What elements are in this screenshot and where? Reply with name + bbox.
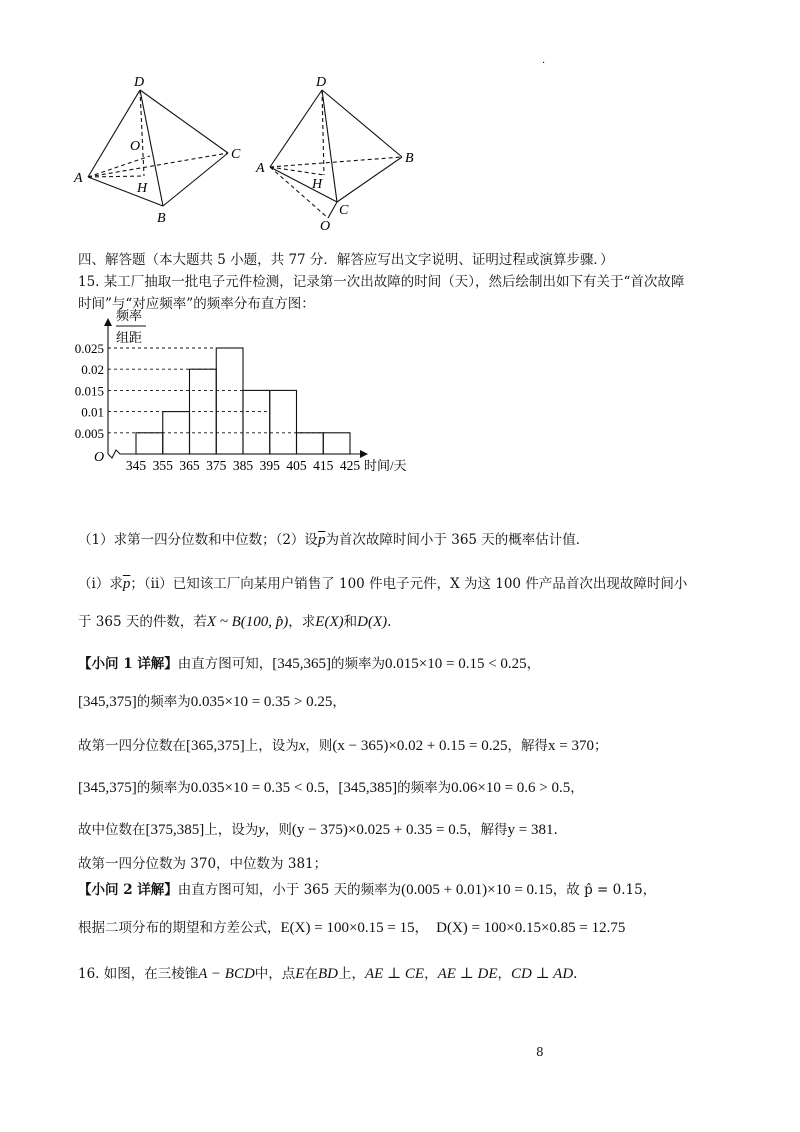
origin-label: O — [94, 450, 105, 465]
label-A: A — [256, 161, 265, 176]
x-axis-label: 时间/天 — [364, 458, 407, 473]
solution-2-line-2: 根据二项分布的期望和方差公式，E(X) = 100×0.15 = 15， D(X) = 100×0.15×0.85 = 12.75 — [78, 920, 626, 936]
label-B: B — [405, 151, 414, 166]
solution-2-tag: 【小问 2 详解】 — [78, 882, 178, 898]
pyramid-figure-right — [250, 68, 430, 233]
x-tick-label: 375 — [206, 458, 227, 473]
solution-1-line-5: 故中位数在[375,385]上，设为y，则(y − 375)×0.025 + 0.35 = 0.5，解得y = 381. — [78, 822, 558, 838]
label-C: C — [231, 147, 241, 162]
histogram-bar — [323, 433, 350, 454]
solution-1-line-2: [345,375]的频率为0.035×10 = 0.35 > 0.25， — [78, 694, 346, 710]
q15-line-2: 时间”与“对应频率”的频率分布直方图： — [78, 296, 315, 312]
histogram-bar — [136, 433, 163, 454]
q15-part-i: （ⅰ）求$\overline{p}$；（ⅱ）已知该工厂向某用户销售了 100 件电子元件，X 为这 100 件产品首次出现故障时间小 — [78, 576, 688, 592]
histogram-bar — [297, 433, 324, 454]
section-heading: 四、解答题（本大题共 5 小题，共 77 分．解答应写出文字说明、证明过程或演算步骤．） — [78, 252, 614, 268]
label-C: C — [339, 203, 349, 218]
solution-1-conclusion: 故第一四分位数为 370，中位数为 381； — [78, 856, 328, 872]
label-D: D — [316, 75, 327, 90]
x-tick-label: 395 — [259, 458, 280, 473]
frequency-histogram — [70, 306, 430, 480]
histogram-bar — [270, 390, 297, 454]
label-H: H — [137, 181, 148, 196]
label-A: A — [74, 171, 83, 186]
label-O: O — [130, 139, 141, 154]
y-label-top: 频率 — [116, 308, 143, 323]
label-B: B — [157, 211, 166, 226]
histogram-bar — [243, 390, 270, 454]
label-D: D — [134, 75, 145, 90]
x-tick-label: 365 — [179, 458, 200, 473]
q15-part-ii: 于 365 天的件数，若X ~ B(100, p̂)，求E(X)和D(X). — [78, 614, 392, 630]
label-H: H — [312, 177, 323, 192]
x-tick-label: 425 — [339, 458, 361, 473]
solution-1-line-1: 【小问 1 详解】由直方图可知，[345,365]的频率为0.015×10 = 0.15 < 0.25， — [78, 656, 541, 672]
page-number: 8 — [536, 1045, 544, 1059]
y-tick-label: 0.025 — [74, 341, 104, 356]
y-tick-label: 0.005 — [74, 425, 104, 441]
p-hat: $\overline{p}$ — [317, 532, 326, 548]
x-tick-label: 345 — [125, 458, 147, 473]
solution-1-tag: 【小问 1 详解】 — [78, 656, 178, 672]
pyramid-figure-left — [68, 68, 258, 228]
x-tick-label: 385 — [232, 458, 254, 473]
y-tick-label: 0.01 — [81, 404, 104, 420]
solution-2-line-1: 【小问 2 详解】由直方图可知，小于 365 天的频率为(0.005 + 0.01)×10 = 0.15，故 p̂ = 0.15， — [78, 882, 657, 898]
x-tick-label: 415 — [313, 458, 334, 473]
corner-dot: · — [542, 58, 546, 69]
label-O: O — [320, 219, 331, 233]
y-label-bottom: 组距 — [116, 330, 143, 345]
q15-line-1: 15. 某工厂抽取一批电子元件检测，记录第一次出故障的时间（天），然后绘制出如下有关于“首次故障 — [78, 274, 685, 290]
q16-line: 16. 如图，在三棱锥A − BCD中，点E在BD上，AE ⊥ CE，AE ⊥ DE，CD ⊥ AD. — [78, 966, 578, 982]
solution-1-line-4: [345,375]的频率为0.035×10 = 0.35 < 0.5，[345,385]的频率为0.06×10 = 0.6 > 0.5， — [78, 780, 584, 796]
x-tick-label: 405 — [286, 458, 307, 473]
q15-part1-2: （1）求第一四分位数和中位数；（2）设$\overline{p}$为首次故障时间小于 365 天的概率估计值． — [78, 532, 590, 548]
y-tick-label: 0.015 — [74, 383, 104, 399]
solution-1-line-3: 故第一四分位数在[365,375]上，设为x，则(x − 365)×0.02 + 0.15 = 0.25，解得x = 370； — [78, 738, 608, 754]
x-tick-label: 355 — [152, 458, 173, 473]
histogram-bar — [216, 348, 243, 454]
y-tick-label: 0.02 — [81, 362, 104, 378]
